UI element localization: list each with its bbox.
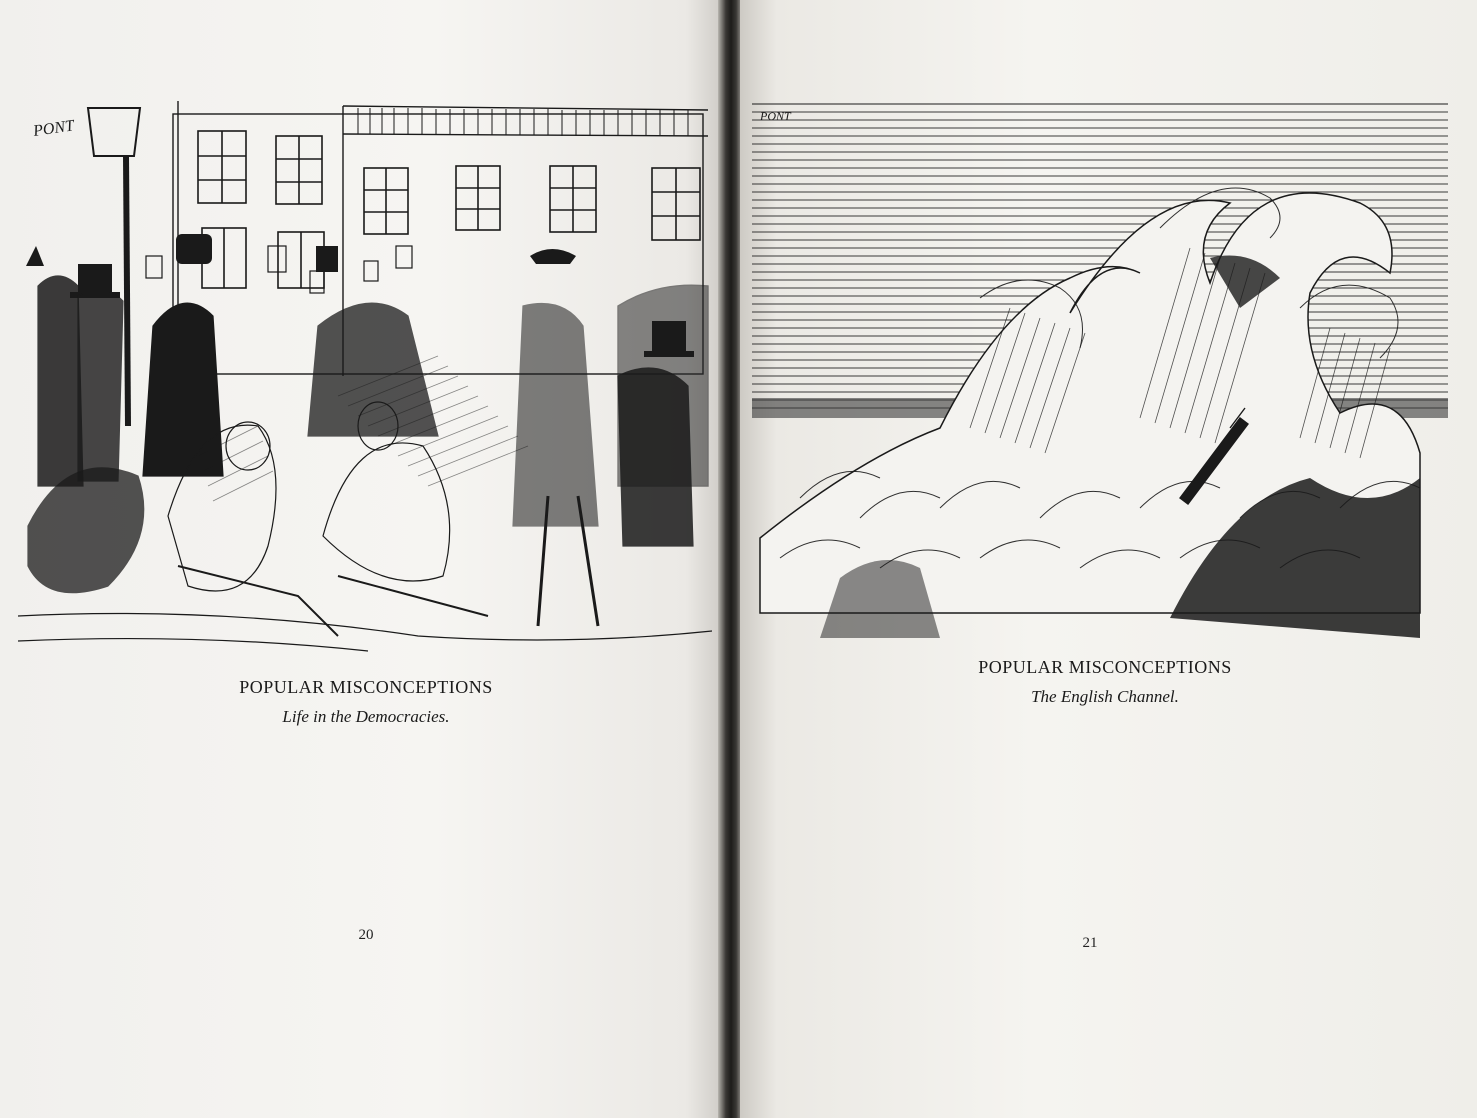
signature-left: PONT [32, 117, 76, 140]
page-number-left: 20 [358, 927, 374, 943]
illustration-street-scene [18, 96, 712, 656]
caption-title-left: POPULAR MISCONCEPTIONS [239, 677, 493, 697]
signature-right: PONT [760, 109, 791, 123]
illustration-english-channel [740, 98, 1452, 638]
street-scene-drawing [18, 96, 712, 656]
page-number-right: 21 [1082, 935, 1098, 951]
caption-title-right: POPULAR MISCONCEPTIONS [978, 657, 1232, 677]
left-page [0, 0, 722, 1118]
caption-subtitle-left: Life in the Democracies. [282, 707, 450, 726]
channel-waves-drawing [740, 98, 1452, 638]
caption-subtitle-right: The English Channel. [1031, 687, 1179, 706]
right-page [740, 0, 1477, 1118]
